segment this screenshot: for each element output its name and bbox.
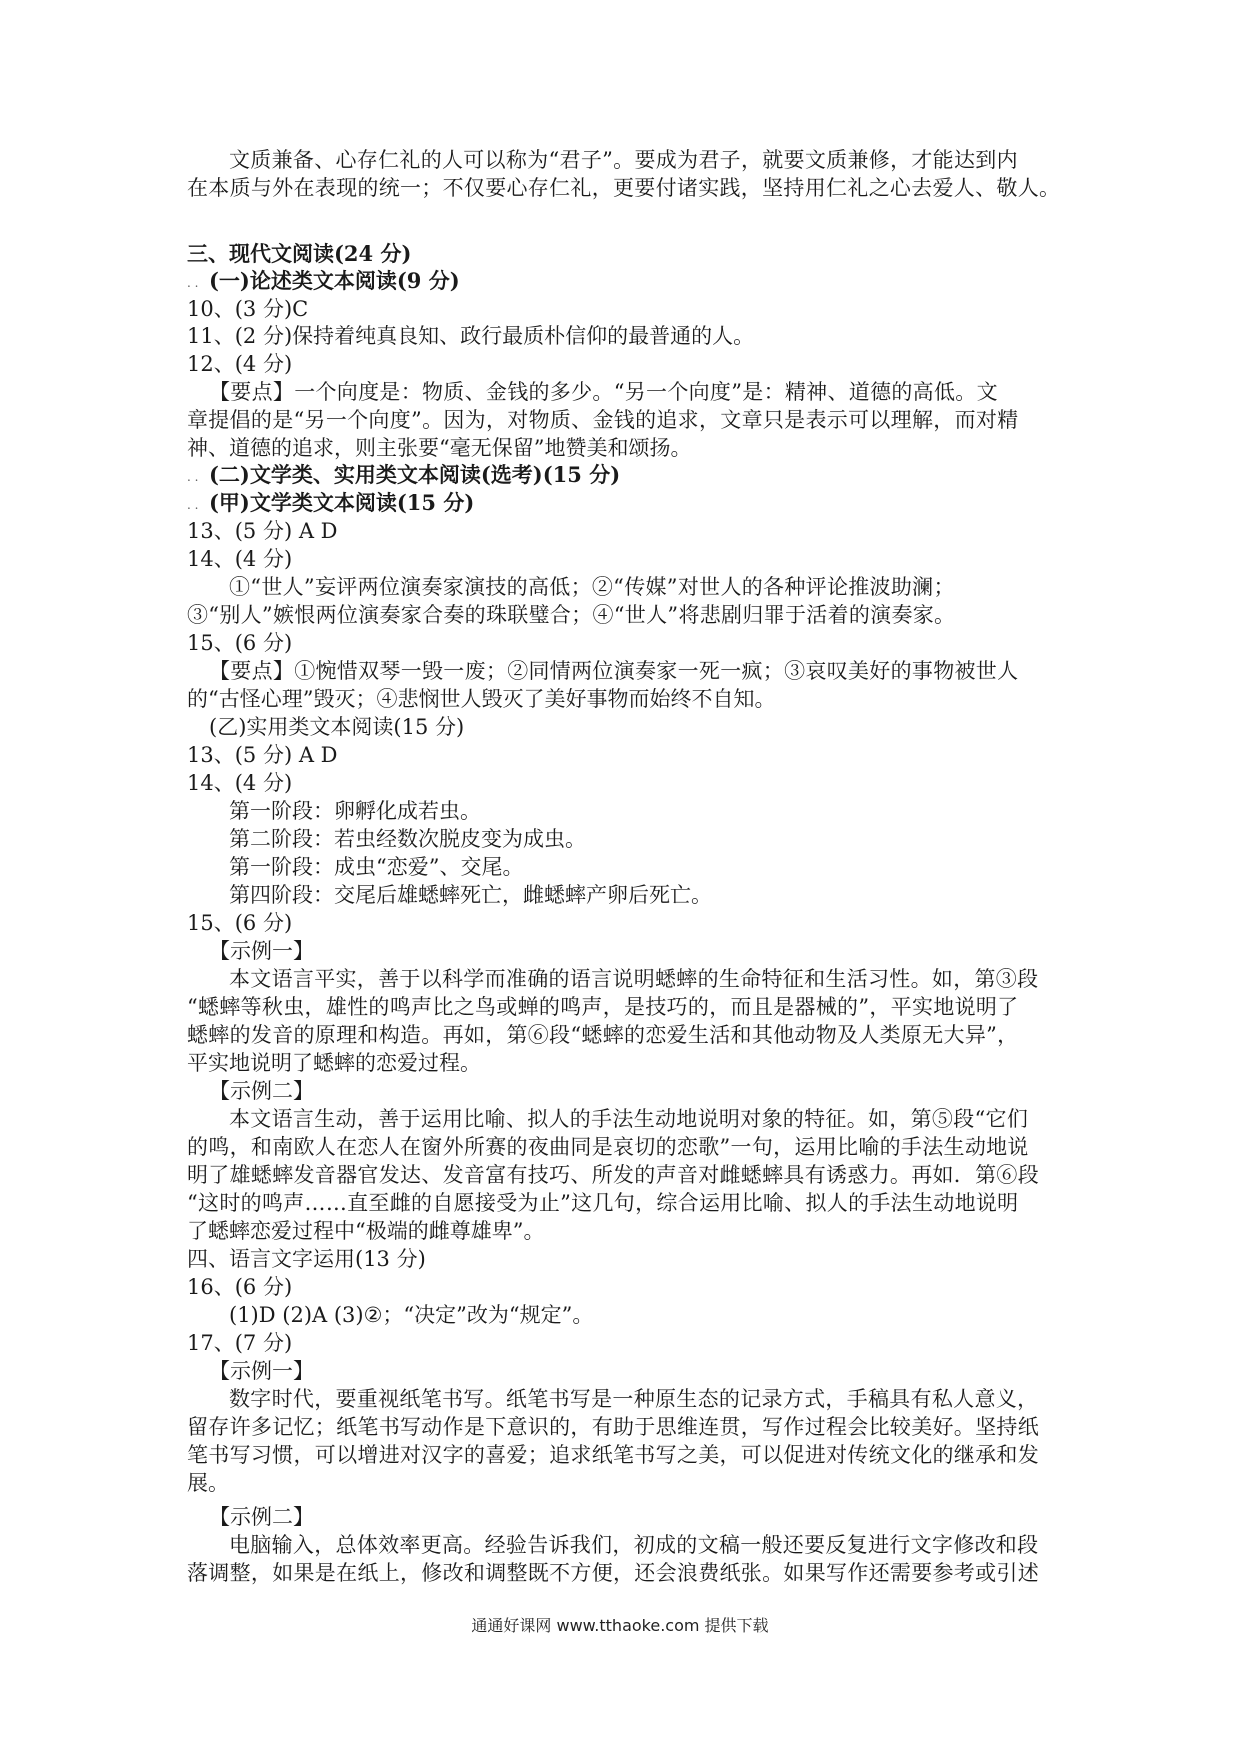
answer-line: 14、(4 分) <box>187 771 293 795</box>
text-line: 展。 <box>187 1471 229 1495</box>
text-line: 落调整，如果是在纸上，修改和调整既不方便，还会浪费纸张。如果写作还需要参考或引述 <box>187 1561 1039 1585</box>
answer-line: 10、(3 分)C <box>187 297 309 321</box>
answer-line: 12、(4 分) <box>187 352 293 376</box>
text-line: 第一阶段：成虫“恋爱”、交尾。 <box>229 855 524 879</box>
example-label: 【示例一】 <box>209 939 314 963</box>
text-line: “蟋蟀等秋虫，雄性的鸣声比之鸟或蝉的鸣声，是技巧的，而且是器械的”，平实地说明了 <box>187 995 1019 1019</box>
text-line: 第二阶段：若虫经数次脱皮变为成虫。 <box>229 827 586 851</box>
text-line: 蟋蟀的发音的原理和构造。再如，第⑥段“蟋蟀的恋爱生活和其他动物及人类原无大异”， <box>187 1023 1019 1047</box>
answer-line: 15、(6 分) <box>187 631 293 655</box>
answer-line: 15、(6 分) <box>187 911 293 935</box>
answer-line: 13、(5 分) A D <box>187 743 338 767</box>
answer-line: 17、(7 分) <box>187 1331 293 1355</box>
text-line: 神、道德的追求，则主张要“毫无保留”地赞美和颂扬。 <box>187 436 692 460</box>
text-line: 【要点】①惋惜双琴一毁一废；②同情两位演奏家一死一疯；③哀叹美好的事物被世人 <box>209 659 1019 683</box>
section-heading: 三、现代文阅读(24 分) <box>187 241 412 266</box>
text-line: 笔书写习惯，可以增进对汉字的喜爱；追求纸笔书写之美，可以促进对传统文化的继承和发 <box>187 1443 1039 1467</box>
subsection-heading: (一)论述类文本阅读(9 分) <box>209 268 460 293</box>
text-line: 平实地说明了蟋蟀的恋爱过程。 <box>187 1051 481 1075</box>
text-line: 数字时代，要重视纸笔书写。纸笔书写是一种原生态的记录方式，手稿具有私人意义， <box>229 1387 1039 1411</box>
answer-line: 11、(2 分)保持着纯真良知、政行最质朴信仰的最普通的人。 <box>187 324 755 348</box>
text-line: 了蟋蟀恋爱过程中“极端的雌尊雄卑”。 <box>187 1219 545 1243</box>
margin-mark: . . <box>187 276 199 290</box>
text-line: 的“古怪心理”毁灭；④悲悯世人毁灭了美好事物而始终不自知。 <box>187 687 776 711</box>
answer-line: (1)D (2)A (3)②；“决定”改为“规定”。 <box>229 1303 594 1327</box>
example-label: 【示例二】 <box>209 1079 314 1103</box>
margin-mark: . . <box>187 470 199 484</box>
margin-mark: . . <box>187 498 199 512</box>
text-line: 第四阶段：交尾后雄蟋蟀死亡，雌蟋蟀产卵后死亡。 <box>229 883 712 907</box>
text-line: ③“别人”嫉恨两位演奏家合奏的珠联璧合；④“世人”将悲剧归罪于活着的演奏家。 <box>187 603 956 627</box>
text-line: 【要点】一个向度是：物质、金钱的多少。“另一个向度”是：精神、道德的高低。文 <box>209 380 998 404</box>
text-line: 章提倡的是“另一个向度”。因为，对物质、金钱的追求，文章只是表示可以理解，而对精 <box>187 408 1019 432</box>
text-line: 留存许多记忆；纸笔书写动作是下意识的，有助于思维连贯，写作过程会比较美好。坚持纸 <box>187 1415 1039 1439</box>
text-line: 电脑输入，总体效率更高。经验告诉我们，初成的文稿一般还要反复进行文字修改和段 <box>229 1533 1039 1557</box>
text-line: 明了雄蟋蟀发音器官发达、发音富有技巧、所发的声音对雌蟋蟀具有诱惑力。再如．第⑥段 <box>187 1163 1039 1187</box>
section-heading: 四、语言文字运用(13 分) <box>187 1247 426 1271</box>
text-line: “这时的鸣声……直至雌的自愿接受为止”这几句，综合运用比喻、拟人的手法生动地说明 <box>187 1191 1019 1215</box>
subsection-heading: (乙)实用类文本阅读(15 分) <box>209 715 465 739</box>
page-footer: 通通好课网 www.tthaoke.com 提供下载 <box>471 1616 769 1635</box>
text-line: 本文语言生动，善于运用比喻、拟人的手法生动地说明对象的特征。如，第⑤段“它们 <box>229 1107 1029 1131</box>
text-line: 文质兼备、心存仁礼的人可以称为“君子”。要成为君子，就要文质兼修，才能达到内 <box>229 148 1018 172</box>
text-line: ①“世人”妄评两位演奏家演技的高低；②“传媒”对世人的各种评论推波助澜； <box>229 575 955 599</box>
subsection-heading: (甲)文学类文本阅读(15 分) <box>209 490 475 515</box>
answer-line: 13、(5 分) A D <box>187 519 338 543</box>
example-label: 【示例二】 <box>209 1505 314 1529</box>
text-line: 在本质与外在表现的统一；不仅要心存仁礼，更要付诸实践，坚持用仁礼之心去爱人、敬人。 <box>187 176 1061 200</box>
example-label: 【示例一】 <box>209 1359 314 1383</box>
text-line: 本文语言平实，善于以科学而准确的语言说明蟋蟀的生命特征和生活习性。如，第③段 <box>229 967 1039 991</box>
text-line: 的鸣，和南欧人在恋人在窗外所赛的夜曲同是哀切的恋歌”一句，运用比喻的手法生动地说 <box>187 1135 1029 1159</box>
answer-line: 16、(6 分) <box>187 1275 293 1299</box>
answer-line: 14、(4 分) <box>187 547 293 571</box>
text-line: 第一阶段：卵孵化成若虫。 <box>229 799 481 823</box>
subsection-heading: (二)文学类、实用类文本阅读(选考)(15 分) <box>209 462 621 487</box>
